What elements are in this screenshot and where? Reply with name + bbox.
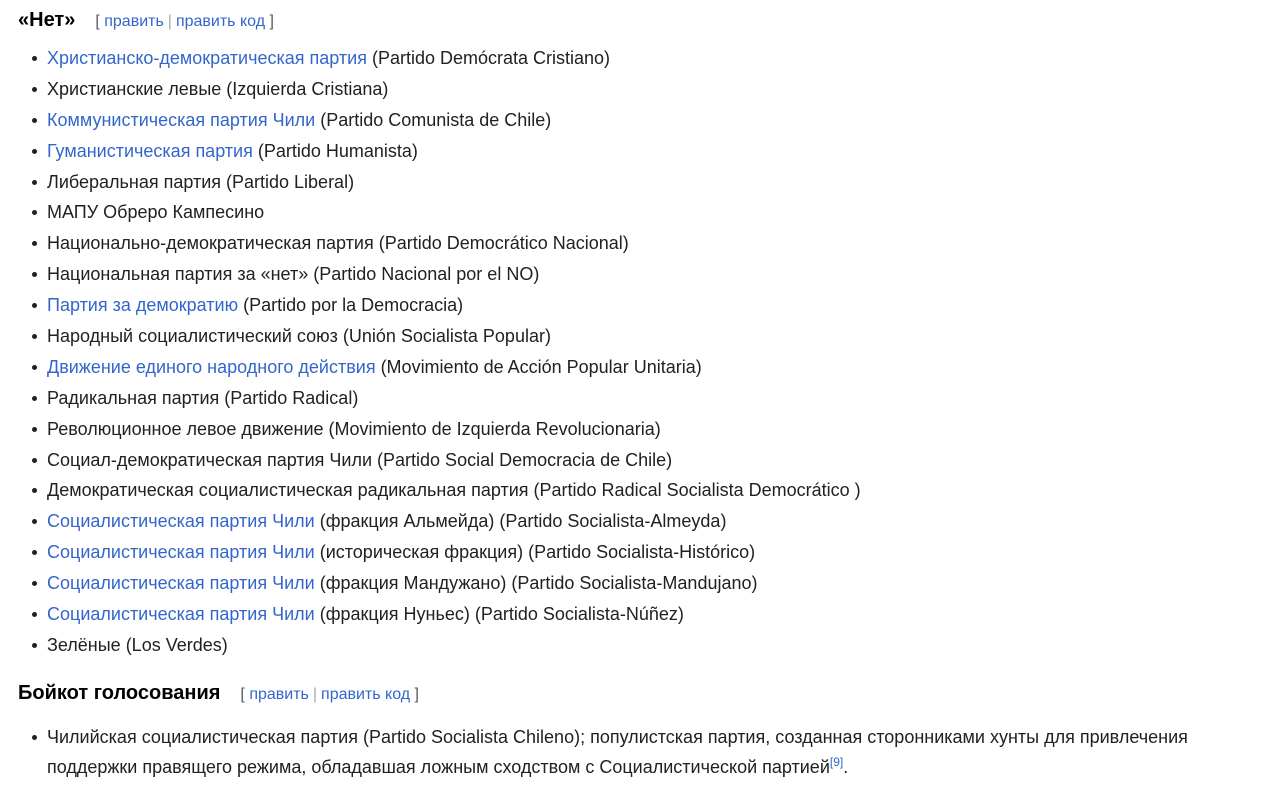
edit-link-no[interactable]: править [104,13,164,30]
party-text: Национальная партия за «нет» (Partido Nacional por el NO) [47,264,540,285]
section-heading-no [18,0,1262,37]
edit-link-boycott[interactable]: править [249,685,309,703]
party-link[interactable]: Коммунистическая партия Чили [47,109,316,130]
list-item [47,200,1262,231]
party-link[interactable]: Христианско-демократическая партия [47,48,367,68]
list-item [47,77,1262,108]
section-title-no: «Нет» [18,9,76,31]
party-text: (фракция Мандужано) (Partido Socialista-Mandujano) [314,573,758,594]
party-text: МАПУ Обреро Кампесино [47,202,265,223]
party-text: Зелёные (Los Verdes) [47,634,228,655]
list-item [47,324,1262,355]
party-text: (Partido Comunista de Chile) [315,109,552,130]
party-text: (Partido Humanista) [252,140,418,161]
list-item [47,139,1262,170]
list-item [47,355,1262,386]
party-link[interactable]: Партия за демократию [47,295,239,316]
list-item [47,417,1262,448]
party-text: Социал-демократическая партия Чили (Partido Social Democracia de Chile) [47,449,673,470]
party-link[interactable]: Социалистическая партия Чили [47,573,315,594]
party-text: (историческая фракция) (Partido Socialista-Histórico) [314,542,756,563]
edit-section-links-boycott: [ править | править код ] [240,685,419,703]
list-item [47,231,1262,262]
boycott-tail: . [843,756,849,777]
party-text: Революционное левое движение (Movimiento de Izquierda Revolucionaria) [47,418,661,439]
party-link[interactable]: Социалистическая партия Чили [47,604,315,625]
edit-section-links-no: [ править | править код ] [95,13,274,30]
list-item [47,571,1262,602]
list-item [47,602,1262,633]
list-item [47,633,1262,664]
party-text: Радикальная партия (Partido Radical) [47,387,359,408]
list-item [47,540,1262,571]
boycott-text: Чилийская социалистическая партия (Partido Socialista Chileno); популистская партия, созданная сторонниками хунты для привлечения поддержки правящего режима, обладавшая ложным сходством с Социалистической партией [47,726,1188,777]
edit-code-link-no[interactable]: править код [175,13,266,30]
party-text: Христианские левые (Izquierda Cristiana) [47,78,389,99]
list-item [47,478,1262,509]
party-text: (фракция Нуньес) (Partido Socialista-Núñez) [314,604,684,625]
section-heading-boycott [18,682,1262,710]
list-item [47,386,1262,417]
party-text: (Partido por la Democracia) [238,295,464,316]
parties-list [18,46,1262,664]
party-text: (Movimiento de Acción Popular Unitaria) [375,356,702,377]
list-item [47,293,1262,324]
party-link[interactable]: Гуманистическая партия [47,140,253,161]
party-text: Демократическая социалистическая радикальная партия (Partido Radical Socialista Democrático ) [47,480,861,501]
party-text: Национально-демократическая партия (Partido Democrático Nacional) [47,233,629,254]
edit-code-link-boycott[interactable]: править код [321,685,411,703]
party-text: (Partido Demócrata Cristiano) [366,48,611,68]
reference-superscript [830,755,843,769]
reference-link[interactable]: [9] [829,754,844,769]
list-item [47,262,1262,293]
list-item [47,722,1262,782]
list-item [47,108,1262,139]
list-item [47,46,1262,77]
party-text: (фракция Альмейда) (Partido Socialista-Almeyda) [314,511,727,532]
list-item [47,170,1262,201]
party-text: Народный социалистический союз (Unión Socialista Popular) [47,326,551,347]
list-item [47,448,1262,479]
party-link[interactable]: Движение единого народного действия [47,356,376,377]
list-item [47,509,1262,540]
boycott-list [18,722,1262,782]
party-text: Либеральная партия (Partido Liberal) [47,171,355,192]
section-title-boycott: Бойкот голосования [18,681,221,704]
party-link[interactable]: Социалистическая партия Чили [47,542,315,563]
party-link[interactable]: Социалистическая партия Чили [47,511,315,532]
